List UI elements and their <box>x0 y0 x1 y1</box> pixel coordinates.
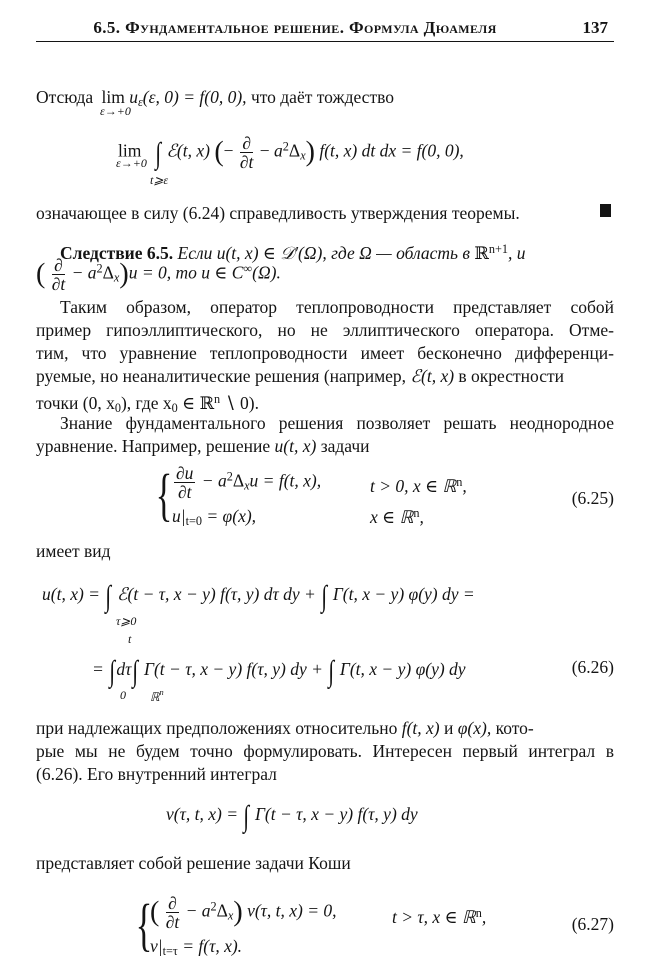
equation-rhs: f(t, x) dt dx = f(0, 0), <box>319 140 464 161</box>
eq-inner-integral: v(τ, t, x) = ∫ Γ(t − τ, x − y) f(τ, y) dy <box>166 800 418 833</box>
running-title: 6.5. Фундаментальное решение. Формула Дюамеля <box>93 18 497 37</box>
integral-sign: ∫ <box>243 800 250 833</box>
integral-sign: ∫ <box>132 655 139 688</box>
paragraph-6-line: рые мы не будем точно формулировать. Интересен первый интеграл в <box>36 741 614 761</box>
header-rule <box>36 41 614 43</box>
math-expr: $u_\varepsilon(\varepsilon$, 0) = f(0, 0), <box>129 87 247 109</box>
paragraph-4-line: уравнение. Например, решение u(t, x) задачи <box>36 436 370 456</box>
integral-upper: t <box>128 632 132 646</box>
lim-subscript: ε→+0 <box>116 156 147 170</box>
corollary: Следствие 6.5. Если u(t, x) ∈ 𝒟′(Ω), где Ω — область в ℝ$^{n+1}$, и <box>60 242 526 263</box>
eq-6-25-cond-1: t > 0, x ∈ ℝ$^n$, <box>370 475 467 496</box>
eq-6-27-row-2: $v|_{t=\tau} = f(\tau$, x). <box>150 936 243 958</box>
paragraph-6-line: при надлежащих предположениях относительно f(t, x) и φ(x), кото- <box>36 718 534 738</box>
integral-sign: ∫ <box>109 655 116 688</box>
paragraph-2: означающее в силу (6.24) справедливость утверждения теоремы. <box>36 203 520 223</box>
integral-domain: ℝ$^n$ <box>150 688 164 704</box>
paragraph-7: представляет собой решение задачи Коши <box>36 853 351 873</box>
integral-domain: τ⩾0 <box>116 614 137 628</box>
equation-number: (6.26) <box>571 657 614 677</box>
eq-6-26-line-2: = ∫dτ∫ Γ(t − τ, x − y) f(τ, y) dy + ∫ Γ(t, x − y) φ(y) dy <box>92 655 466 688</box>
eq-6-25-row-1: $\frac{\partial u}{\partial t}$ − $a^2\Delta_xu = f(t$, x), <box>176 463 322 502</box>
equation-number: (6.27) <box>571 914 614 934</box>
integral-sign: ∫ <box>328 655 335 688</box>
integral-lower: 0 <box>120 688 126 702</box>
paragraph-4-line: Знание фундаментального решения позволяет решать неоднородное <box>60 413 614 433</box>
kernel-E: ℰ(t, x) <box>166 140 210 161</box>
paragraph-5: имеет вид <box>36 541 111 561</box>
integral-sign: ∫ <box>105 580 112 613</box>
qed-square <box>600 204 611 217</box>
partial-fraction: $\frac{\partial}{\partial t}$ <box>239 133 254 172</box>
system-brace: { <box>135 892 153 957</box>
eq-6-26-line-1: u(t, x) = ∫ ℰ(t − τ, x − y) f(τ, y) dτ dy + ∫ Γ(t, x − y) φ(y) dy = <box>42 580 475 613</box>
paragraph-3-line: пример гипоэллиптического, но не эллиптического оператора. Отме- <box>36 320 614 340</box>
page-number: 137 <box>582 18 608 37</box>
integral-sign: ∫ <box>154 136 161 170</box>
eq-6-25-row-2: $u|_{t=0} = \varphi(x)$, <box>172 506 257 528</box>
corollary-line-2: ( $\frac{\partial}{\partial t}$ − $a^2\Delta_x)u = 0$, то u ∈ C∞(Ω). <box>36 255 281 294</box>
equation-identity: lim ∫ ℰ(t, x) (− $\frac{\partial}{\partial t}$ − $a^2\Delta_x$) f(t, x) dt dx = f(0, 0), <box>118 133 464 172</box>
eq-6-27-cond-1: t > τ, x ∈ ℝ$^n$, <box>392 906 487 927</box>
eq-6-25-cond-2: x ∈ ℝ$^n$, <box>370 506 424 527</box>
eq-6-27-row-1: ( $\frac{\partial}{\partial t}$ − $a^2\Delta_x$) v(τ, t, x) = 0, <box>150 893 337 932</box>
running-header <box>36 12 614 42</box>
paragraph-3-line: Таким образом, оператор теплопроводности представляет собой <box>60 297 614 317</box>
paragraph-3-line: тим, что уравнение теплопроводности имеет бесконечно дифференци- <box>36 343 614 363</box>
paragraph-6-line: (6.26). Его внутренний интеграл <box>36 764 277 784</box>
integral-domain: t⩾ε <box>150 173 169 187</box>
paragraph-3-line: точки (0, $x_0$), где $x_0$ ∈ ℝ$^n$ ∖ 0). <box>36 392 260 415</box>
corollary-label: Следствие 6.5. <box>60 243 174 263</box>
equation-number: (6.25) <box>571 488 614 508</box>
text: что даёт тождество <box>250 87 394 107</box>
integral-sign: ∫ <box>321 580 328 613</box>
text: Отсюда <box>36 87 94 107</box>
lim-operator: lim <box>118 140 142 161</box>
system-brace: { <box>155 462 173 527</box>
lim-operator: lim <box>101 87 125 107</box>
lim-subscript: ε→+0 <box>100 104 131 118</box>
paragraph-3-line: руемые, но неаналитические решения (например, ℰ(t, x) в окрестности <box>36 366 565 386</box>
